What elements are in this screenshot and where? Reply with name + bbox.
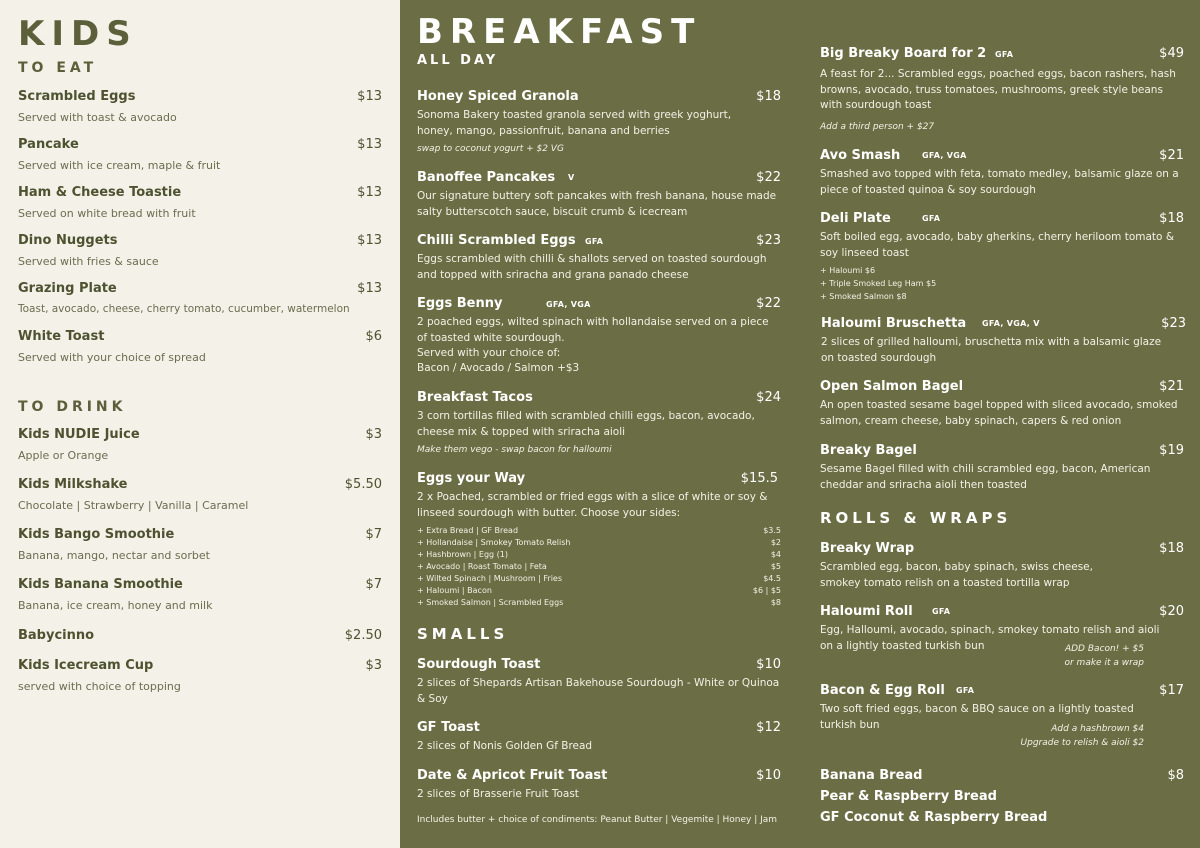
kids-to-eat-heading: TO EAT	[18, 60, 98, 76]
menu-item-price: $2.50	[344, 628, 382, 643]
menu-item-name: Ham & Cheese Toastie	[18, 185, 182, 200]
menu-item-desc: 2 poached eggs, wilted spinach with hollandaise served on a piece of toasted white sourdough.	[417, 316, 769, 344]
menu-item-price: $7	[365, 577, 382, 592]
menu-item-price: $13	[357, 281, 382, 296]
menu-item-price: $10	[756, 657, 781, 672]
dietary-tag: GFA, VGA	[546, 300, 591, 309]
menu-item-name: Honey Spiced Granola	[417, 89, 579, 104]
menu-item-price: $12	[756, 720, 781, 735]
kids-title: KIDS	[18, 14, 138, 54]
menu-item-name: Kids NUDIE Juice	[18, 427, 140, 442]
side-price: $5	[770, 562, 781, 571]
menu-item-desc: Eggs scrambled with chilli & shallots served on toasted sourdough and topped with sriracha and grana panado cheese	[417, 253, 767, 281]
menu-item-desc: Served with your choice of spread	[18, 351, 206, 364]
menu-item-name: Pancake	[18, 137, 79, 152]
menu-item-note: swap to coconut yogurt + $2 VG	[417, 144, 564, 154]
menu-item-desc: Two soft fried eggs, bacon & BBQ sauce on a lightly toasted turkish bun	[820, 703, 1134, 731]
menu-item-name: Dino Nuggets	[18, 233, 118, 248]
menu-item-desc: 2 slices of grilled halloumi, bruschetta mix with a balsamic glaze on toasted sourdough	[821, 336, 1162, 364]
menu-item-name: Kids Banana Smoothie	[18, 577, 183, 592]
menu-item-desc: Apple or Orange	[18, 449, 109, 462]
side-price: $4.5	[763, 574, 781, 583]
dietary-tag: GFA	[922, 214, 941, 223]
menu-item-price: $7	[365, 527, 382, 542]
menu-item-desc: 3 corn tortillas filled with scrambled chilli eggs, bacon, avocado, cheese mix & topped with sriracha aioli	[417, 410, 755, 438]
menu-item-name: Chilli Scrambled Eggs	[417, 233, 576, 248]
smalls-heading: SMALLS	[417, 625, 509, 643]
menu-item-price: $13	[357, 185, 382, 200]
menu-item-name: Breaky Wrap	[820, 541, 915, 556]
side-price: $6 | $5	[752, 586, 781, 595]
menu-item-desc: Smashed avo topped with feta, tomato medley, balsamic glaze on a piece of toasted quinoa & soy sourdough	[820, 168, 1179, 196]
condiments-note: Includes butter + choice of condiments: Peanut Butter | Vegemite | Honey | Jam	[417, 815, 778, 825]
menu-item-price: $13	[357, 89, 382, 104]
menu-item-name: Open Salmon Bagel	[820, 379, 964, 394]
menu-item-name: GF Toast	[417, 720, 480, 735]
menu-item-desc: 2 slices of Nonis Golden Gf Bread	[417, 740, 593, 752]
dietary-tag: GFA	[956, 686, 975, 695]
menu-item-desc: Sonoma Bakery toasted granola served with greek yoghurt, honey, mango, passionfruit, banana and berries	[417, 109, 732, 137]
menu-item-desc: Served with ice cream, maple & fruit	[18, 159, 221, 172]
menu-item-desc: An open toasted sesame bagel topped with sliced avocado, smoked salmon, cream cheese, baby spinach, capers & red onion	[820, 399, 1178, 427]
menu-item-price: $5.50	[344, 477, 382, 492]
menu-item-name: Haloumi Bruschetta	[821, 316, 967, 331]
rolls-wraps-heading: ROLLS & WRAPS	[820, 509, 1012, 527]
side-option: + Haloumi | Bacon	[417, 586, 492, 595]
menu-item-name: Breakfast Tacos	[417, 390, 533, 405]
menu-item-price: $18	[1159, 211, 1184, 226]
menu-item-price: $23	[756, 233, 781, 248]
menu-item-note: Add a third person + $27	[820, 122, 935, 132]
menu-item-price: $10	[756, 768, 781, 783]
menu-item-desc: Banana, mango, nectar and sorbet	[18, 549, 210, 562]
dietary-tag: V	[568, 173, 575, 182]
menu-item-desc: Toast, avocado, cheese, cherry tomato, cucumber, watermelon	[18, 303, 350, 315]
menu-item-name: Avo Smash	[820, 148, 901, 163]
dietary-tag: GFA, VGA, V	[982, 319, 1040, 328]
menu-item-name: Date & Apricot Fruit Toast	[417, 768, 608, 783]
side-price: $3.5	[763, 526, 781, 535]
menu-item-name: White Toast	[18, 329, 105, 344]
menu-item-price: $13	[357, 233, 382, 248]
dietary-tag: GFA	[585, 237, 604, 246]
menu-item-choice: Served with your choice of:	[417, 347, 561, 359]
menu-item-price: $21	[1159, 379, 1184, 394]
menu-item-name: Sourdough Toast	[417, 657, 541, 672]
menu-item-note: ADD Bacon! + $5	[1064, 644, 1144, 654]
extra-option: + Smoked Salmon $8	[820, 292, 907, 301]
menu-item-price: $20	[1159, 604, 1184, 619]
menu-item-desc: Sesame Bagel filled with chili scrambled egg, bacon, American cheddar and sriracha aioli then toasted	[820, 463, 1151, 491]
side-price: $8	[770, 598, 781, 607]
menu-item-desc: 2 slices of Brasserie Fruit Toast	[417, 788, 579, 800]
breakfast-subtitle: ALL DAY	[417, 53, 499, 68]
menu-item-price: $19	[1159, 443, 1184, 458]
menu-item-price: $3	[365, 427, 382, 442]
side-option: + Avocado | Roast Tomato | Feta	[417, 562, 547, 571]
menu-item-note: Add a hashbrown $4	[1051, 724, 1144, 734]
menu-item-note: Upgrade to relish & aioli $2	[1020, 738, 1144, 748]
menu-item-desc: Served on white bread with fruit	[18, 207, 196, 220]
menu-item-price: $15.5	[740, 471, 778, 486]
menu-item-name: Banana Bread	[820, 768, 923, 783]
menu-item-choice: Bacon / Avocado / Salmon +$3	[417, 362, 580, 374]
menu-item-desc: Served with toast & avocado	[18, 111, 177, 124]
menu-item-desc: Our signature buttery soft pancakes with fresh banana, house made salty butterscotch sauce, biscuit crumb & icecream	[417, 190, 777, 218]
menu-item-price: $13	[357, 137, 382, 152]
menu-item-price: $8	[1167, 768, 1184, 783]
breakfast-title: BREAKFAST	[417, 12, 702, 52]
menu-item-name: Banoffee Pancakes	[417, 170, 556, 185]
extra-option: + Triple Smoked Leg Ham $5	[820, 279, 937, 288]
menu-item-desc: Scrambled egg, bacon, baby spinach, swiss cheese, smokey tomato relish on a toasted tortilla wrap	[820, 561, 1093, 589]
menu-item-name: Eggs Benny	[417, 296, 503, 311]
menu-item-price: $21	[1159, 148, 1184, 163]
menu-item-name: Bacon & Egg Roll	[820, 683, 945, 698]
side-price: $4	[770, 550, 781, 559]
side-option: + Wilted Spinach | Mushroom | Fries	[417, 574, 563, 583]
menu-item-name: Kids Milkshake	[18, 477, 128, 492]
menu-item-name: GF Coconut & Raspberry Bread	[820, 810, 1048, 825]
dietary-tag: GFA	[995, 50, 1014, 59]
menu-item-price: $3	[365, 658, 382, 673]
menu-item-price: $6	[365, 329, 382, 344]
menu-item-desc: Served with fries & sauce	[18, 255, 159, 268]
dietary-tag: GFA	[932, 607, 951, 616]
side-option: + Hollandaise | Smokey Tomato Relish	[417, 538, 571, 547]
extra-option: + Haloumi $6	[820, 266, 876, 275]
breakfast-menu-panel	[400, 0, 1200, 848]
menu-item-price: $22	[756, 296, 781, 311]
side-option: + Smoked Salmon | Scrambled Eggs	[417, 598, 564, 607]
menu-item-price: $17	[1159, 683, 1184, 698]
menu-item-note: Make them vego - swap bacon for halloumi	[417, 445, 612, 455]
menu-item-name: Deli Plate	[820, 211, 891, 226]
kids-menu-panel	[0, 0, 400, 848]
menu-item-name: Kids Bango Smoothie	[18, 527, 175, 542]
side-price: $2	[770, 538, 781, 547]
menu-item-price: $23	[1161, 316, 1186, 331]
side-option: + Hashbrown | Egg (1)	[417, 550, 508, 559]
menu-item-desc: A feast for 2... Scrambled eggs, poached eggs, bacon rashers, hash browns, avocado, truss tomatoes, mushrooms, greek style beans with sourdough toast	[820, 68, 1176, 111]
menu-item-desc: served with choice of topping	[18, 680, 181, 693]
menu-item-name: Eggs your Way	[417, 471, 526, 486]
menu-item-name: Grazing Plate	[18, 281, 117, 296]
menu-item-name: Pear & Raspberry Bread	[820, 789, 997, 804]
side-option: + Extra Bread | GF Bread	[417, 526, 519, 535]
menu-item-desc: Egg, Halloumi, avocado, spinach, smokey tomato relish and aioli on a lightly toasted turkish bun	[820, 624, 1160, 652]
kids-to-drink-heading: TO DRINK	[18, 399, 127, 415]
menu-item-note: or make it a wrap	[1064, 658, 1144, 668]
menu-item-price: $24	[756, 390, 781, 405]
dietary-tag: GFA, VGA	[922, 151, 967, 160]
menu-item-desc: 2 slices of Shepards Artisan Bakehouse Sourdough - White or Quinoa & Soy	[417, 677, 780, 705]
menu-item-name: Haloumi Roll	[820, 604, 913, 619]
menu-item-desc: Soft boiled egg, avocado, baby gherkins, cherry heriloom tomato & soy linseed toast	[820, 231, 1175, 259]
menu-item-price: $49	[1159, 46, 1184, 61]
menu-item-desc: 2 x Poached, scrambled or fried eggs with a slice of white or soy & linseed sourdough with butter. Choose your sides:	[417, 491, 768, 519]
menu-item-name: Breaky Bagel	[820, 443, 917, 458]
menu-item-name: Big Breaky Board for 2	[820, 46, 987, 61]
menu-item-desc: Banana, ice cream, honey and milk	[18, 599, 213, 612]
menu-item-price: $22	[756, 170, 781, 185]
menu-item-name: Babycinno	[18, 628, 95, 643]
menu-item-desc: Chocolate | Strawberry | Vanilla | Caramel	[18, 499, 249, 512]
menu-item-price: $18	[756, 89, 781, 104]
menu-item-name: Kids Icecream Cup	[18, 658, 154, 673]
menu-item-price: $18	[1159, 541, 1184, 556]
menu-item-name: Scrambled Eggs	[18, 89, 136, 104]
